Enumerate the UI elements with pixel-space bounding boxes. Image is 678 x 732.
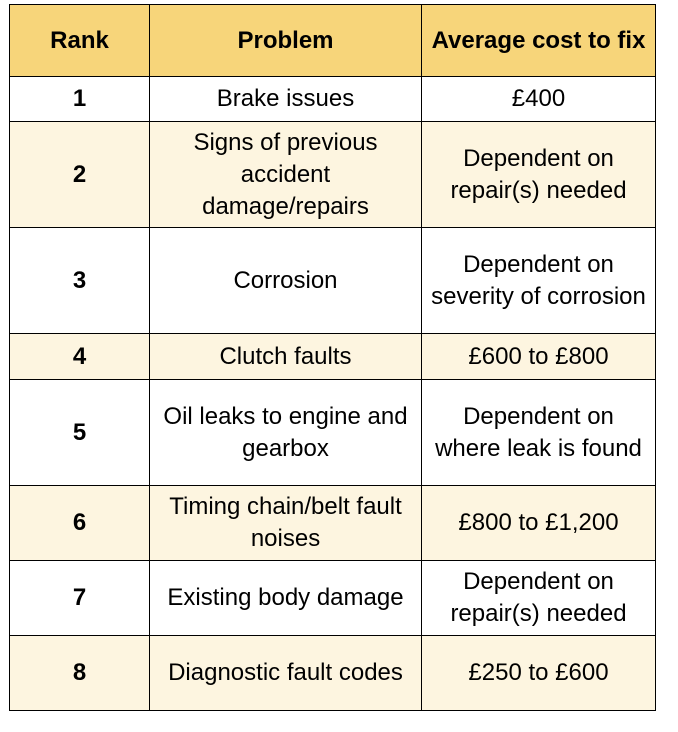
cost-cell: Dependent on repair(s) needed [422, 561, 656, 636]
problem-cell: Clutch faults [150, 334, 422, 380]
cost-cell: Dependent on where leak is found [422, 380, 656, 486]
cost-cell: £400 [422, 77, 656, 122]
problem-cell: Diagnostic fault codes [150, 636, 422, 711]
problem-cell: Timing chain/belt fault noises [150, 486, 422, 561]
table-header-row [10, 5, 656, 77]
rank-cell: 5 [10, 380, 150, 486]
header-problem: Problem [150, 5, 422, 77]
header-rank: Rank [10, 5, 150, 77]
car-problems-table-container [9, 4, 655, 711]
cost-cell: £250 to £600 [422, 636, 656, 711]
rank-cell: 4 [10, 334, 150, 380]
problem-cell: Oil leaks to engine and gearbox [150, 380, 422, 486]
cost-cell: £800 to £1,200 [422, 486, 656, 561]
rank-cell: 6 [10, 486, 150, 561]
cost-cell: £600 to £800 [422, 334, 656, 380]
rank-cell: 2 [10, 122, 150, 228]
table-row [10, 122, 656, 228]
car-problems-table [9, 4, 656, 711]
problem-cell: Brake issues [150, 77, 422, 122]
table-row [10, 334, 656, 380]
header-average-cost: Average cost to fix [422, 5, 656, 77]
rank-cell: 1 [10, 77, 150, 122]
table-row [10, 380, 656, 486]
cost-cell: Dependent on severity of corrosion [422, 228, 656, 334]
table-row [10, 228, 656, 334]
rank-cell: 7 [10, 561, 150, 636]
problem-cell: Signs of previous accident damage/repairs [150, 122, 422, 228]
table-row [10, 77, 656, 122]
table-row [10, 486, 656, 561]
problem-cell: Existing body damage [150, 561, 422, 636]
rank-cell: 3 [10, 228, 150, 334]
table-row [10, 561, 656, 636]
cost-cell: Dependent on repair(s) needed [422, 122, 656, 228]
rank-cell: 8 [10, 636, 150, 711]
problem-cell: Corrosion [150, 228, 422, 334]
table-row [10, 636, 656, 711]
